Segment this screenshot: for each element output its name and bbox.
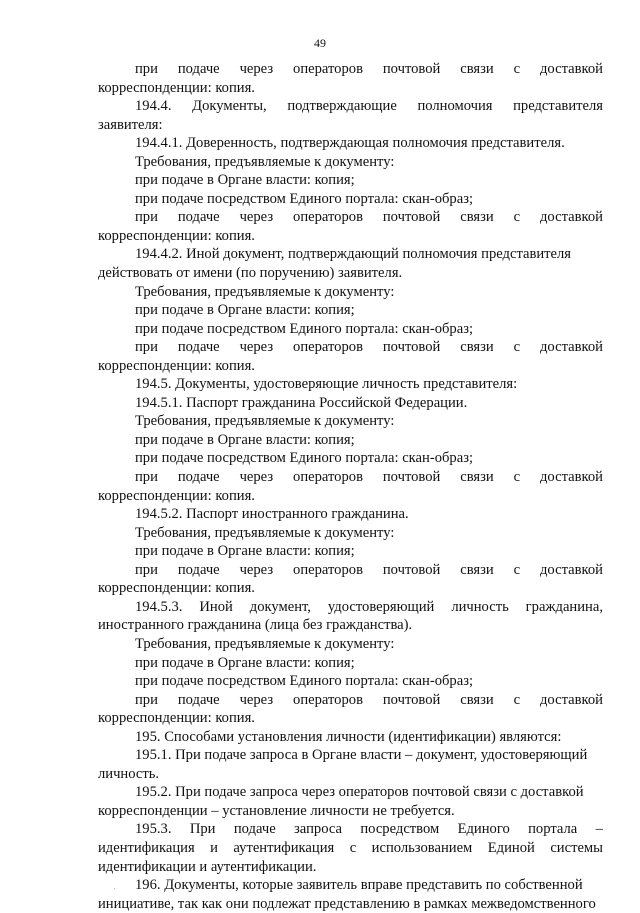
text-line: Требования, предъявляемые к документу: [135, 153, 395, 170]
text-word: операторов [293, 339, 363, 356]
text-word: доставкой [540, 469, 603, 486]
text-word: при [135, 339, 158, 356]
text-word: почтовой [382, 61, 441, 77]
text-line: заявителя: [98, 116, 163, 133]
text-word: связи [460, 209, 494, 226]
text-word: через [239, 209, 274, 226]
text-line [98, 60, 603, 79]
text-line: при подаче посредством Единого портала: скан-образ; [135, 673, 474, 690]
text-line [98, 561, 603, 580]
text-line: 195.1. При подаче запроса в Органе власти – документ, удостоверяющий [135, 747, 588, 764]
text-word: почтовой [382, 691, 441, 708]
text-word: подаче [177, 61, 220, 77]
text-line: Требования, предъявляемые к документу: [135, 413, 395, 430]
text-word: связи [460, 339, 494, 356]
text-line: корреспонденции: копия. [98, 227, 255, 244]
text-word: подаче [177, 339, 220, 356]
page-number: 49 [314, 36, 326, 50]
text-line [98, 468, 603, 487]
text-word: через [239, 339, 274, 356]
text-line: при подаче посредством Единого портала: скан-образ; [135, 450, 474, 467]
text-word: Иной [199, 598, 233, 615]
text-word: при [135, 61, 158, 77]
text-word: идентификация [98, 839, 195, 856]
text-line: корреспонденции: копия. [98, 580, 255, 597]
text-line: корреспонденции: копия. [98, 357, 255, 374]
text-word: доставкой [540, 61, 603, 77]
text-word: с [513, 209, 521, 226]
scan-artifact [114, 888, 115, 889]
text-line: при подаче в Органе власти: копия; [135, 172, 355, 189]
document-body [98, 60, 603, 913]
text-word: связи [460, 61, 494, 77]
text-line: при подаче в Органе власти: копия; [135, 431, 355, 448]
text-word: 194.4. [135, 98, 172, 115]
text-word: при [135, 691, 158, 708]
text-line: Требования, предъявляемые к документу: [135, 524, 395, 541]
text-line: идентификации и аутентификации. [98, 858, 317, 875]
text-word: системы [550, 839, 603, 856]
text-line [98, 97, 603, 116]
text-line: инициативе, так как они подлежат представлению в рамках межведомственного [98, 895, 596, 912]
text-word: удостоверяющий [327, 598, 435, 615]
text-word: Единого [457, 821, 510, 838]
text-word: при [135, 469, 158, 486]
text-line: при подаче в Органе власти: копия; [135, 543, 355, 560]
text-word: подаче [177, 561, 220, 578]
text-line: 194.4.2. Иной документ, подтверждающий полномочия представителя [135, 246, 572, 263]
text-word: Документы, [192, 98, 267, 115]
text-word: 194.5.3. [135, 598, 183, 615]
text-word: использованием [371, 839, 473, 856]
text-word: подаче [177, 691, 220, 708]
text-word: почтовой [382, 469, 441, 486]
text-line: 194.4.1. Доверенность, подтверждающая полномочия представителя. [135, 135, 565, 152]
text-word: доставкой [540, 691, 603, 708]
text-word: почтовой [382, 561, 441, 578]
text-word: связи [460, 469, 494, 486]
text-word: с [513, 469, 521, 486]
text-word: – [595, 821, 603, 838]
text-line: действовать от имени (по поручению) заявителя. [98, 265, 403, 282]
text-word: при [135, 209, 158, 226]
text-line: 194.5.2. Паспорт иностранного гражданина. [135, 506, 409, 523]
text-line: 194.5. Документы, удостоверяющие личность представителя: [135, 376, 518, 393]
text-line: корреспонденции: копия. [98, 487, 255, 504]
text-word: через [239, 469, 274, 486]
text-line: при подаче в Органе власти: копия; [135, 302, 355, 319]
text-line: личность. [98, 765, 160, 782]
text-word: 195.3. [135, 821, 172, 838]
text-word: Единой [487, 839, 535, 856]
text-word: подаче [233, 821, 276, 838]
text-word: почтовой [382, 209, 441, 226]
text-word: почтовой [382, 339, 441, 356]
text-word: операторов [293, 209, 363, 226]
text-word: при [135, 561, 158, 578]
text-line: 194.5.1. Паспорт гражданина Российской Федерации. [135, 394, 468, 411]
text-line [98, 691, 603, 710]
text-word: операторов [293, 61, 363, 77]
text-line: Требования, предъявляемые к документу: [135, 283, 395, 300]
text-word: полномочия [417, 98, 493, 115]
text-line [98, 338, 603, 357]
text-line [98, 820, 603, 839]
text-word: связи [460, 691, 494, 708]
text-line: 195.2. При подаче запроса через операторов почтовой связи с доставкой [135, 784, 584, 801]
text-line: корреспонденции: копия. [98, 710, 255, 727]
text-word: доставкой [540, 209, 603, 226]
text-word: операторов [293, 561, 363, 578]
text-word: с [513, 339, 521, 356]
text-word: аутентификация [233, 839, 335, 856]
text-line [98, 839, 603, 858]
text-word: доставкой [540, 561, 603, 578]
text-word: личность [451, 598, 509, 615]
text-line: при подаче посредством Единого портала: скан-образ; [135, 320, 474, 337]
text-word: через [239, 561, 274, 578]
text-line: при подаче посредством Единого портала: скан-образ; [135, 190, 474, 207]
text-line [98, 208, 603, 227]
text-word: через [239, 61, 274, 77]
text-word: запроса [294, 821, 342, 838]
text-word: через [239, 691, 274, 708]
text-line [98, 598, 603, 617]
text-word: подаче [177, 469, 220, 486]
text-word: доставкой [540, 339, 603, 356]
text-line: иностранного гражданина (лица без гражданства). [98, 617, 413, 634]
text-word: с [513, 691, 521, 708]
text-word: подаче [177, 209, 220, 226]
text-word: операторов [293, 469, 363, 486]
text-word: операторов [293, 691, 363, 708]
text-word: подтверждающие [287, 98, 397, 115]
text-word: с [349, 839, 357, 856]
text-word: документ, [249, 598, 311, 615]
text-word: представителя [513, 98, 603, 115]
text-word: с [513, 61, 521, 77]
text-word: с [513, 561, 521, 578]
text-word: гражданина, [525, 598, 603, 615]
text-word: портала [528, 821, 578, 838]
text-word: и [210, 839, 218, 856]
text-word: связи [460, 561, 494, 578]
text-word: посредством [360, 821, 440, 838]
text-word: При [189, 821, 216, 838]
text-line: при подаче в Органе власти: копия; [135, 654, 355, 671]
text-line: корреспонденции – установление личности не требуется. [98, 802, 455, 819]
text-line: 196. Документы, которые заявитель вправе представить по собственной [135, 877, 583, 894]
text-line: 195. Способами установления личности (идентификации) являются: [135, 728, 562, 745]
text-line: Требования, предъявляемые к документу: [135, 635, 395, 652]
text-line: корреспонденции: копия. [98, 79, 255, 96]
